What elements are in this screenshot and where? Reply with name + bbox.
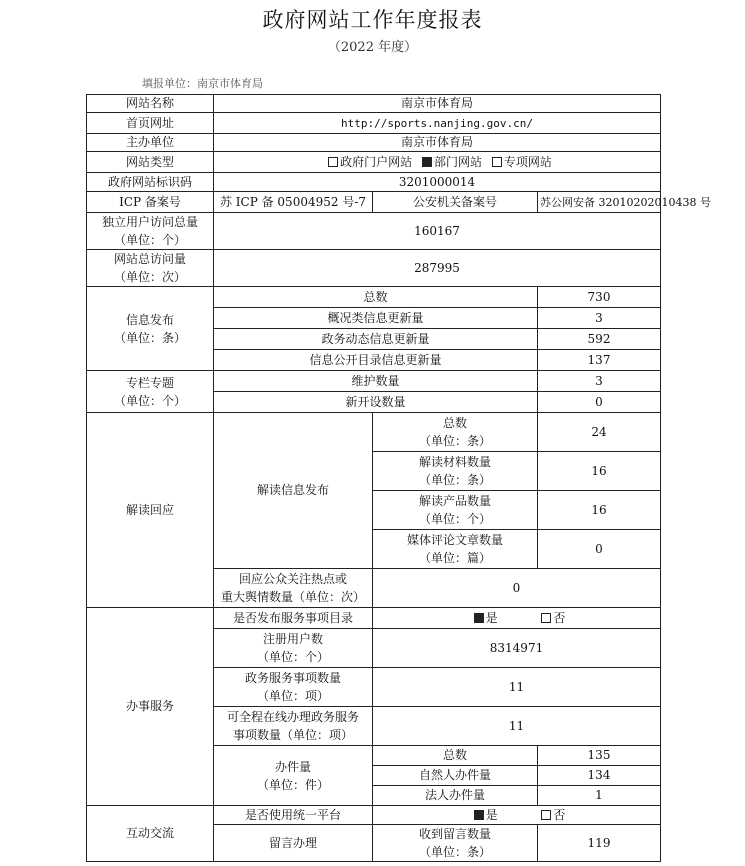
case-volume-row-value: 1	[538, 786, 661, 806]
interpret-row-label: 解读产品数量 （单位：个）	[373, 491, 538, 530]
platform-yes-checkbox	[474, 810, 484, 820]
catalog-no-checkbox	[541, 613, 551, 623]
online-items-label: 可全程在线办理政务服务 事项数量（单位：项）	[214, 707, 373, 746]
info-publish-row-label: 概况类信息更新量	[214, 308, 538, 329]
sponsor-label: 主办单位	[87, 134, 214, 152]
catalog-no-label: 否	[553, 610, 566, 625]
info-publish-row-label: 总数	[214, 287, 538, 308]
columns-row-value: 3	[538, 371, 661, 392]
registered-users-label: 注册用户数 （单位：个）	[214, 629, 373, 668]
registered-users-value: 8314971	[373, 629, 661, 668]
icp-label: ICP 备案号	[87, 192, 214, 213]
response-value: 0	[373, 569, 661, 608]
platform-options	[373, 806, 661, 825]
type-option-checkbox-1	[422, 157, 432, 167]
type-option-label-2: 专项网站	[503, 154, 552, 169]
service-items-label: 政务服务事项数量 （单位：项）	[214, 668, 373, 707]
columns-row-label: 新开设数量	[214, 392, 538, 413]
columns-row-value: 0	[538, 392, 661, 413]
page-views-value: 287995	[214, 250, 661, 287]
platform-no-checkbox	[541, 810, 551, 820]
interpret-sub-label: 解读信息发布	[214, 413, 373, 569]
platform-label: 是否使用统一平台	[214, 806, 373, 825]
case-volume-row-value: 135	[538, 746, 661, 766]
service-items-value: 11	[373, 668, 661, 707]
service-label: 办事服务	[87, 608, 214, 806]
police-record-value: 苏公网安备 32010202010438 号	[538, 192, 661, 213]
platform-no-label: 否	[553, 807, 566, 822]
site-id-value: 3201000014	[214, 173, 661, 192]
home-url-label: 首页网址	[87, 113, 214, 134]
icp-value: 苏 ICP 备 05004952 号-7	[214, 192, 373, 213]
type-option-label-0: 政府门户网站	[340, 154, 413, 169]
interpret-row-value: 16	[538, 452, 661, 491]
type-option-checkbox-0	[328, 157, 338, 167]
info-publish-row-value: 3	[538, 308, 661, 329]
online-items-value: 11	[373, 707, 661, 746]
info-publish-row-label: 政务动态信息更新量	[214, 329, 538, 350]
interpret-row-label: 总数 （单位：条）	[373, 413, 538, 452]
report-year: （2022 年度）	[327, 40, 418, 55]
case-volume-row-label: 总数	[373, 746, 538, 766]
filler-unit: 填报单位：南京市体育局	[142, 77, 263, 90]
unique-visitors-value: 160167	[214, 213, 661, 250]
report-table	[86, 94, 711, 862]
site-id-label: 政府网站标识码	[87, 173, 214, 192]
service-catalog-options	[373, 608, 661, 629]
message-handling-label: 留言办理	[214, 825, 373, 862]
columns-row-label: 维护数量	[214, 371, 538, 392]
case-volume-label: 办件量 （单位：件）	[214, 746, 373, 806]
site-type-label: 网站类型	[87, 152, 214, 173]
type-option-label-1: 部门网站	[433, 154, 482, 169]
case-volume-row-label: 自然人办件量	[373, 766, 538, 786]
page-views-label: 网站总访问量 （单位：次）	[87, 250, 214, 287]
service-catalog-label: 是否发布服务事项目录	[214, 608, 373, 629]
site-name-label: 网站名称	[87, 95, 214, 113]
catalog-yes-checkbox	[474, 613, 484, 623]
unique-visitors-label: 独立用户访问总量 （单位：个）	[87, 213, 214, 250]
home-url-value: http://sports.nanjing.gov.cn/	[214, 113, 661, 134]
interaction-label: 互动交流	[87, 806, 214, 862]
info-publish-row-value: 592	[538, 329, 661, 350]
info-publish-row-value: 137	[538, 350, 661, 371]
info-publish-row-value: 730	[538, 287, 661, 308]
interpret-row-label: 解读材料数量 （单位：条）	[373, 452, 538, 491]
interpret-row-label: 媒体评论文章数量 （单位：篇）	[373, 530, 538, 569]
catalog-yes-label: 是	[485, 610, 498, 625]
sponsor-value: 南京市体育局	[214, 134, 661, 152]
case-volume-row-value: 134	[538, 766, 661, 786]
received-messages-value: 119	[538, 825, 661, 862]
columns-label: 专栏专题 （单位：个）	[87, 371, 214, 413]
type-option-checkbox-2	[492, 157, 502, 167]
site-type-options	[214, 152, 661, 173]
police-record-label: 公安机关备案号	[373, 192, 538, 213]
received-messages-label: 收到留言数量 （单位：条）	[373, 825, 538, 862]
info-publish-row-label: 信息公开目录信息更新量	[214, 350, 538, 371]
report-title: 政府网站工作年度报表	[262, 8, 483, 32]
site-name-value: 南京市体育局	[214, 95, 661, 113]
interpret-row-value: 24	[538, 413, 661, 452]
interpret-row-value: 0	[538, 530, 661, 569]
case-volume-row-label: 法人办件量	[373, 786, 538, 806]
response-label: 回应公众关注热点或 重大舆情数量（单位：次）	[214, 569, 373, 608]
platform-yes-label: 是	[485, 807, 498, 822]
info-publish-label: 信息发布 （单位：条）	[87, 287, 214, 371]
interpret-row-value: 16	[538, 491, 661, 530]
interpret-label: 解读回应	[87, 413, 214, 608]
